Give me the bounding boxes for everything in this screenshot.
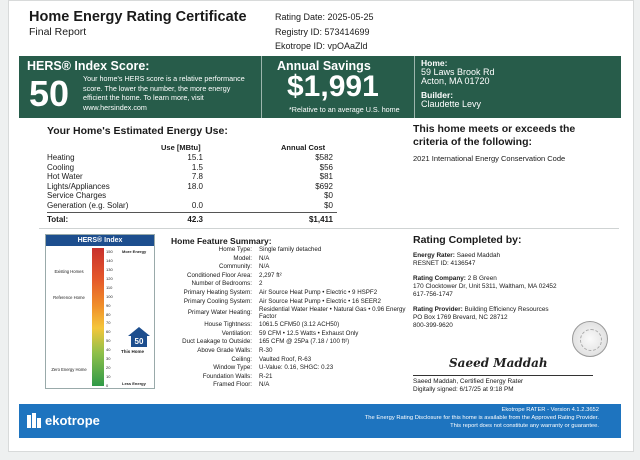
feature-value: U-Value: 0.16, SHGC: 0.23 xyxy=(259,364,334,372)
energy-use-row xyxy=(47,201,337,211)
less-energy-label: Less Energy xyxy=(122,381,146,386)
home-address-line1: 59 Laws Brook Rd xyxy=(421,67,495,77)
feature-label: House Tightness: xyxy=(204,321,252,329)
rating-company-name: 2 B Green xyxy=(467,275,497,282)
feature-label: Number of Bedrooms: xyxy=(191,280,252,288)
feature-value: 59 CFM • 12.5 Watts • Exhaust Only xyxy=(259,329,359,337)
energy-use-title: Your Home's Estimated Energy Use: xyxy=(47,125,228,137)
total-cost: $1,411 xyxy=(308,215,333,224)
feature-label: Duct Leakage to Outside: xyxy=(182,338,252,346)
hers-tick-label: 100 xyxy=(106,293,113,299)
energy-rater-block xyxy=(413,252,500,268)
hers-tick-label: 50 xyxy=(106,338,111,344)
feature-value: 2,297 ft² xyxy=(259,271,282,279)
hers-score-description: Your home's HERS score is a relative performance score. The lower the number, the more energy efficient the home. To learn more, visit www.hersindex.com xyxy=(83,74,245,112)
signed-date: Digitally signed: 6/17/25 at 9:18 PM xyxy=(413,386,514,393)
band-divider xyxy=(261,56,262,118)
feature-label: Primary Water Heating: xyxy=(187,309,252,317)
rating-date: Rating Date: 2025-05-25 xyxy=(275,12,374,22)
ekotrope-id: Ekotrope ID: vpOAaZld xyxy=(275,41,368,51)
feature-value: 165 CFM @ 25Pa (7.18 / 100 ft²) xyxy=(259,338,350,346)
total-divider xyxy=(47,212,337,213)
compliance-code: 2021 International Energy Conservation Code xyxy=(413,154,566,163)
end-use-mbtu: 18.0 xyxy=(187,181,203,191)
end-use-label: Cooling xyxy=(47,162,75,172)
this-home-house-icon xyxy=(128,327,150,347)
hers-tick-label: 70 xyxy=(106,320,111,326)
home-address-line2: Acton, MA 01720 xyxy=(421,76,490,86)
end-use-cost: $0 xyxy=(324,191,333,200)
hers-tick-label: 40 xyxy=(106,347,111,353)
hers-tick-label: 10 xyxy=(106,374,111,380)
existing-homes-label: Existing Homes xyxy=(54,269,84,274)
end-use-label: Hot Water xyxy=(47,172,83,181)
feature-value: N/A xyxy=(259,263,270,271)
feature-label: Framed Floor: xyxy=(213,381,252,389)
total-label: Total: xyxy=(47,215,69,224)
footer-bar xyxy=(19,404,621,438)
energy-use-row xyxy=(47,172,337,182)
end-use-mbtu: 15.1 xyxy=(187,153,203,162)
feature-value: 1061.5 CFM50 (3.12 ACH50) xyxy=(259,321,340,329)
end-use-mbtu: 7.8 xyxy=(191,172,203,181)
ekotrope-logo-text: ekotrope xyxy=(45,413,100,428)
hers-tick-label: 120 xyxy=(106,275,113,281)
energy-use-row xyxy=(47,191,337,201)
summary-band xyxy=(19,56,621,118)
savings-title: Annual Savings xyxy=(277,59,371,73)
end-use-label: Generation (e.g. Solar) xyxy=(47,200,129,210)
compliance-title: This home meets or exceeds the criteria of the following: xyxy=(413,123,576,148)
rating-company-address: 170 Clocktower Dr, Unit 5311, Waltham, MA 02452 xyxy=(413,283,557,291)
certification-seal xyxy=(572,321,608,357)
use-column-header: Use [MBtu] xyxy=(161,143,201,152)
feature-label: Above Grade Walls: xyxy=(197,347,252,354)
certificate-title: Home Energy Rating Certificate xyxy=(29,9,247,25)
rating-provider-label: Rating Provider: xyxy=(413,306,463,313)
energy-use-row xyxy=(47,182,337,192)
feature-label: Window Type: xyxy=(213,364,252,372)
rating-provider-block xyxy=(413,306,549,331)
feature-value: 2 xyxy=(259,280,263,288)
hers-tick-label: 110 xyxy=(106,284,113,290)
signature-caption xyxy=(413,378,523,394)
feature-label: Ceiling: xyxy=(231,355,252,363)
feature-label: Conditioned Floor Area: xyxy=(186,271,252,279)
section-divider xyxy=(39,228,619,229)
energy-rater-label: Energy Rater: xyxy=(413,252,455,259)
hers-tick-label: 0 xyxy=(106,383,109,388)
rating-provider-address: PO Box 1769 Brevard, NC 28712 xyxy=(413,314,508,322)
end-use-mbtu: 1.5 xyxy=(191,162,203,172)
hers-tick-label: 30 xyxy=(106,356,111,362)
footer-text xyxy=(365,407,599,430)
rating-meta xyxy=(275,10,374,54)
end-use-cost: $692 xyxy=(315,181,333,191)
total-use: 42.3 xyxy=(187,215,203,224)
feature-value: Air Source Heat Pump • Electric • 16 SEER2 xyxy=(259,297,381,305)
builder-name: Claudette Levy xyxy=(421,99,482,109)
feature-label: Primary Heating System: xyxy=(183,289,252,296)
energy-use-row xyxy=(47,153,337,163)
hers-scale-bar xyxy=(92,248,104,386)
rating-company-phone: 617-756-1747 xyxy=(413,291,453,299)
feature-value: R-21 xyxy=(259,372,273,380)
hers-score-value: 50 xyxy=(29,73,70,114)
feature-value: Vaulted Roof, R-63 xyxy=(259,355,312,363)
feature-label: Primary Cooling System: xyxy=(183,297,252,305)
end-use-cost: $81 xyxy=(319,172,333,181)
end-use-label: Heating xyxy=(47,153,75,162)
this-home-score: 50 xyxy=(134,337,144,346)
rating-company-label: Rating Company: xyxy=(413,275,466,282)
savings-value: $1,991 xyxy=(287,70,379,103)
rating-provider-name: Building Efficiency Resources xyxy=(464,306,549,313)
feature-label: Ventilation: xyxy=(221,329,252,337)
signature-line xyxy=(413,375,593,376)
rating-provider-phone: 800-399-9620 xyxy=(413,322,453,330)
rater-signature: Saeed Maddah xyxy=(449,356,548,370)
feature-value: Residential Water Heater • Natural Gas • 0.96 Energy Factor xyxy=(259,306,406,321)
zero-energy-home-label: Zero Energy Home xyxy=(51,367,87,372)
home-label: Home: xyxy=(421,58,448,68)
feature-summary-title: Home Feature Summary: xyxy=(171,236,272,246)
rating-company-block xyxy=(413,275,557,300)
feature-label: Foundation Walls: xyxy=(202,372,252,380)
feature-value: Single family detached xyxy=(259,246,322,253)
feature-label: Model: xyxy=(233,254,252,262)
feature-label: Home Type: xyxy=(218,246,252,253)
hers-tick-label: 90 xyxy=(106,302,111,308)
end-use-mbtu: 0.0 xyxy=(191,200,203,210)
signer-name: Saeed Maddah, Certified Energy Rater xyxy=(413,378,524,385)
resnet-id: RESNET ID: 4136547 xyxy=(413,260,476,268)
end-use-label: Service Charges xyxy=(47,191,107,200)
hers-tick-label: 130 xyxy=(106,266,113,272)
feature-value: N/A xyxy=(259,381,270,389)
builder-label: Builder: xyxy=(421,90,454,100)
registry-id: Registry ID: 573414699 xyxy=(275,26,370,37)
end-use-cost: $582 xyxy=(315,153,333,162)
feature-value: N/A xyxy=(259,254,270,262)
hers-tick-label: 60 xyxy=(106,329,111,335)
software-version: Ekotrope RATER - Version 4.1.2.3652 xyxy=(501,407,599,413)
end-use-cost: $56 xyxy=(319,162,333,172)
hers-tick-label: 150 xyxy=(106,249,113,254)
energy-rater-name: Saeed Maddah xyxy=(456,252,501,259)
cost-column-header: Annual Cost xyxy=(281,143,326,152)
feature-value: R-30 xyxy=(259,347,273,354)
reference-home-label: Reference Home xyxy=(53,295,85,300)
hers-index-graphic xyxy=(45,234,155,389)
disclaimer-text: This report does not constitute any warranty or guarantee. xyxy=(450,422,599,429)
report-status: Final Report xyxy=(29,26,87,38)
certificate-page xyxy=(8,0,634,452)
ekotrope-logo xyxy=(27,413,100,428)
feature-label: Community: xyxy=(218,263,252,271)
hers-tick-label: 140 xyxy=(106,257,113,263)
more-energy-label: More Energy xyxy=(122,249,147,254)
savings-note: *Relative to an average U.S. home xyxy=(289,105,400,114)
hers-tick-label: 80 xyxy=(106,311,111,317)
hers-score-title: HERS® Index Score: xyxy=(27,59,150,73)
hers-tick-label: 20 xyxy=(106,365,111,371)
hers-graphic-title: HERS® Index xyxy=(46,235,154,246)
total-row xyxy=(47,215,337,225)
end-use-cost: $0 xyxy=(324,200,333,210)
band-divider xyxy=(414,56,415,118)
rating-completed-title: Rating Completed by: xyxy=(413,234,522,246)
disclosure-text: The Energy Rating Disclosure for this home is available from the Approved Rating Provider. xyxy=(364,414,599,421)
energy-use-row xyxy=(47,163,337,173)
feature-value: Air Source Heat Pump • Electric • 9 HSPF2 xyxy=(259,289,378,296)
ekotrope-logo-icon xyxy=(27,413,41,428)
this-home-label: This Home xyxy=(121,349,145,354)
end-use-label: Lights/Appliances xyxy=(47,181,110,191)
